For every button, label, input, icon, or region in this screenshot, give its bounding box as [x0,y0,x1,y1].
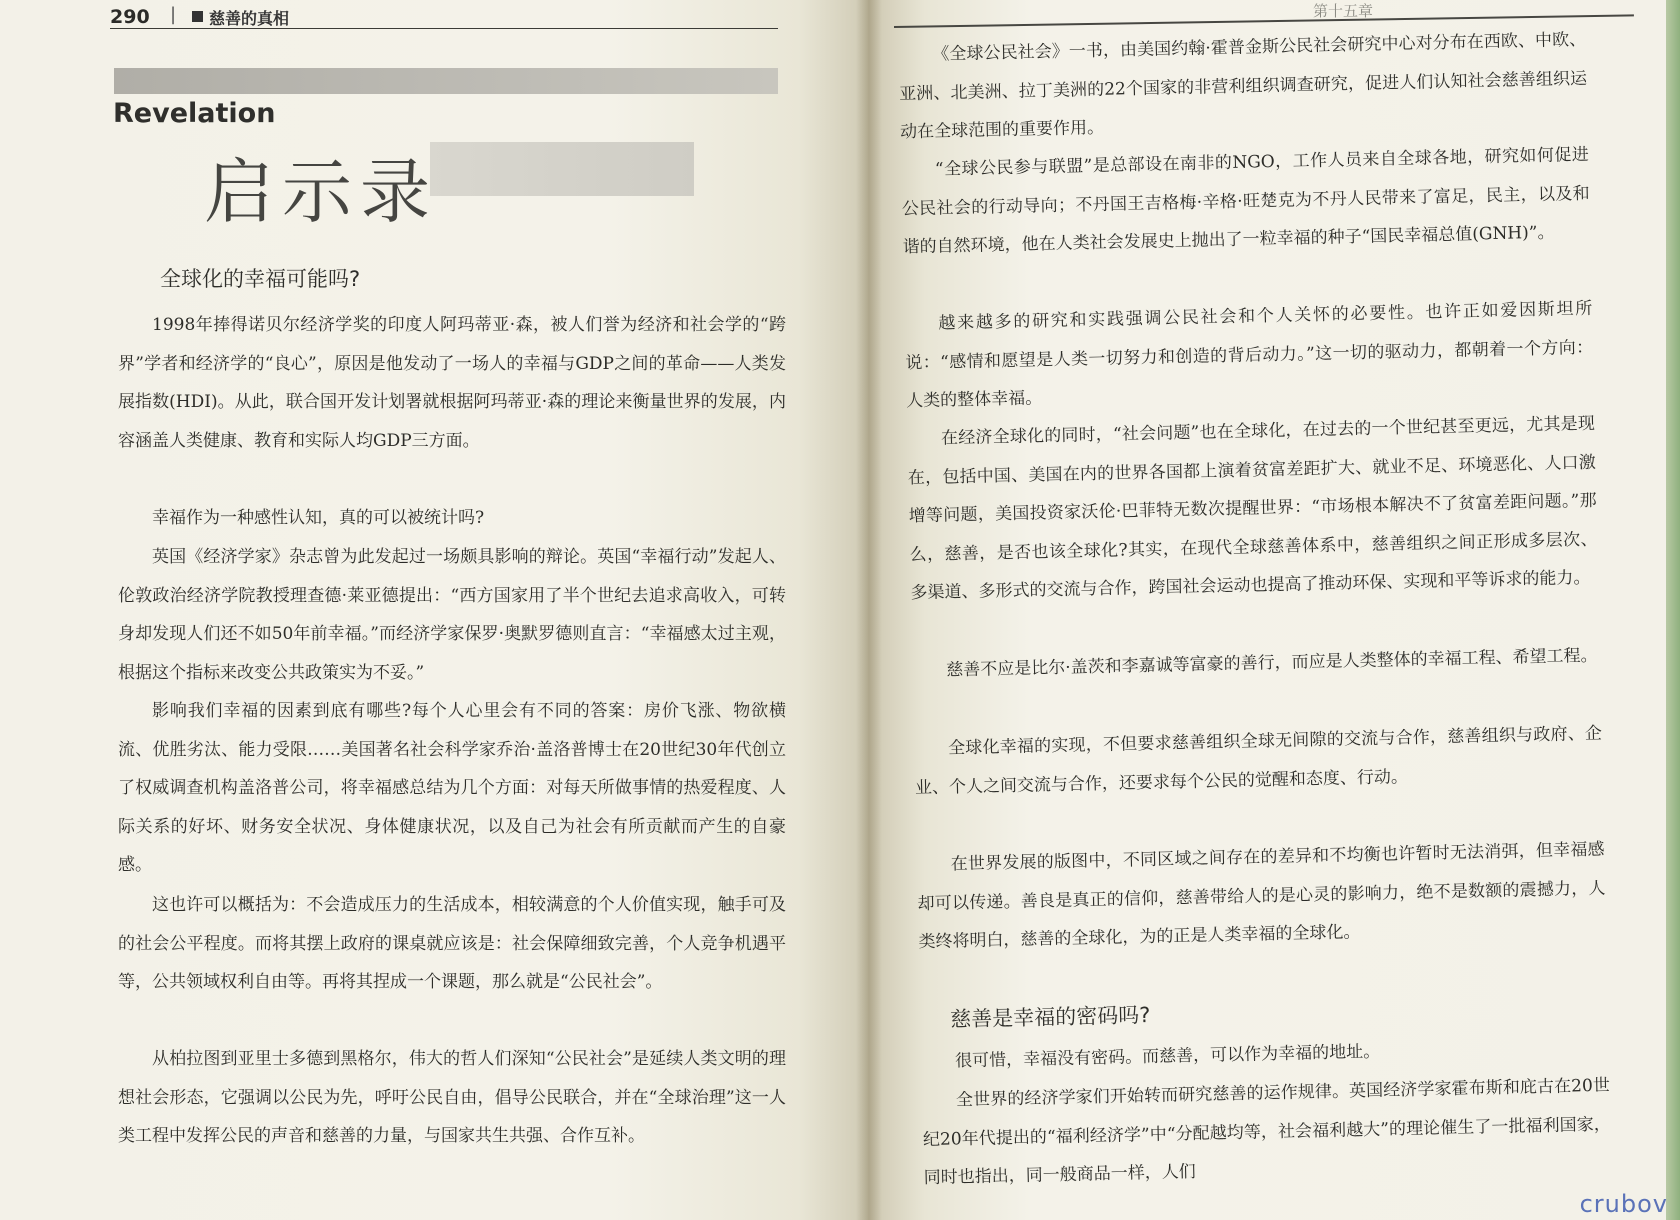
paragraph: 《全球公民社会》一书，由美国约翰·霍普金斯公民社会研究中心对分布在西欧、中欧、亚洲、北美洲、拉丁美洲的22个国家的非营利组织调查研究，促进人们认知社会慈善组织运动在全球范围的重要作用。 [898,29,1588,143]
paragraph: 影响我们幸福的因素到底有哪些?每个人心里会有不同的答案：房价飞涨、物欲横流、优胜劣汰、能力受限……美国著名社会科学家乔治·盖洛普博士在20世纪30年代创立了权威调查机构盖洛普公司，将幸福感总结为几个方面：对每天所做事情的热爱程度、人际关系的好坏、财务安全状况、身体健康状况，以及自己为社会有所贡献而产生的自豪感。 [118,701,786,875]
right-running-header: 第十五章 [1313,2,1374,20]
paragraph: 全球化幸福的实现，不但要求慈善组织全球无间隙的交流与合作，慈善组织与政府、企业、个人之间交流与合作，还要求每个公民的觉醒和态度、行动。 [914,723,1603,798]
paragraph: 越来越多的研究和实践强调公民社会和个人关怀的必要性。也许正如爱因斯坦所说：“感情和愿望是人类一切努力和创造的背后动力。”这一切的驱动力，都朝着一个方向：人类的整体幸福。 [905,298,1594,412]
watermark: crubov [1579,1190,1668,1218]
paragraph: 慈善不应是比尔·盖茨和李嘉诚等富豪的善行，而应是人类整体的幸福工程、希望工程。 [946,645,1598,681]
right-text-block [868,0,1680,1220]
running-title: 慈善的真相 [209,9,290,28]
section-title: 启示录 [204,151,438,233]
page-number: 290 [110,6,150,28]
square-bullet-icon [192,11,203,22]
paragraph: 1998年捧得诺贝尔经济学奖的印度人阿玛蒂亚·森，被人们誉为经济和社会学的“跨界”学者和经济学的“良心”，原因是他发动了一场人的幸福与GDP之间的革命——人类发展指数(HDI)。从此，联合国开发计划署就根据阿玛蒂亚·森的理论来衡量世界的发展，内容涵盖人类健康、教育和实际人均GDP三方面。 [118,315,786,451]
right-page [868,0,1680,1220]
paragraph: 在经济全球化的同时，“社会问题”也在全球化，在过去的一个世纪甚至更远，尤其是现在，包括中国、美国在内的世界各国都上演着贫富差距扩大、就业不足、环境恶化、人口激增等问题，美国投资家沃伦·巴菲特无数次提醒世界：“市场根本解决不了贫富差距问题。”那么，慈善，是否也该全球化?其实，在现代全球慈善体系中，慈善组织之间正形成多层次、多渠道、多形式的交流与合作，跨国社会运动也提高了推动环保、实现和平等诉求的能力。 [907,413,1598,604]
book-gutter [856,0,882,1220]
left-running-header [110,4,778,29]
section-banner-bar [114,68,778,94]
paragraph: “全球公民参与联盟”是总部设在南非的NGO，工作人员来自全球各地，研究如何促进公民社会的行动导向；不丹国王吉格梅·辛格·旺楚克为不丹人民带来了富足，民主，以及和谐的自然环境，他在人类社会发展史上抛出了一粒幸福的种子“国民幸福总值(GNH)”。 [901,144,1590,258]
paragraph: 幸福作为一种感性认知，真的可以被统计吗? [152,508,485,528]
heading-globalized-happiness: 全球化的幸福可能吗? [160,267,361,291]
paragraph: 全世界的经济学家们开始转而研究慈善的运作规律。英国经济学家霍布斯和庇古在20世纪20年代提出的“福利经济学”中“分配越均等，社会福利越大”的理论催生了一批福利国家，同时也指出，同一般商品一样，人们 [922,1075,1611,1189]
paragraph: 从柏拉图到亚里士多德到黑格尔，伟大的哲人们深知“公民社会”是延续人类文明的理想社会形态，它强调以公民为先，呼吁公民自由，倡导公民联合，并在“全球治理”这一人类工程中发挥公民的声音和慈善的力量，与国家共生共强、合作互补。 [118,1049,786,1146]
paragraph: 英国《经济学家》杂志曾为此发起过一场颇具影响的辩论。英国“幸福行动”发起人、伦敦政治经济学院教授理查德·莱亚德提出：“西方国家用了半个世纪去追求高收入，可转身却发现人们还不如50年前幸福。”而经济学家保罗·奥默罗德则直言：“幸福感太过主观，根据这个指标来改变公共政策实为不妥。” [118,547,786,683]
title-decoration-bar [430,142,694,196]
paragraph: 这也许可以概括为：不会造成压力的生活成本，相较满意的个人价值实现，触手可及的社会公平程度。而将其摆上政府的课桌就应该是：社会保障细致完善，个人竞争机遇平等，公共领域权利自由等。再将其捏成一个课题，那么就是“公民社会”。 [118,895,786,992]
page-edge [1666,0,1680,1220]
paragraph: 在世界发展的版图中，不同区域之间存在的差异和不均衡也许暂时无法消弭，但幸福感却可以传递。善良是真正的信仰，慈善带给人的是心灵的影响力，绝不是数额的震撼力，人类终将明白，慈善的全球化，为的正是人类幸福的全球化。 [917,839,1606,953]
header-separator: | [170,4,177,25]
heading-charity-code: 慈善是幸福的密码吗? [949,1002,1151,1032]
section-label: Revelation [113,98,276,129]
paragraph: 很可惜，幸福没有密码。而慈善，可以作为幸福的地址。 [954,1041,1381,1072]
